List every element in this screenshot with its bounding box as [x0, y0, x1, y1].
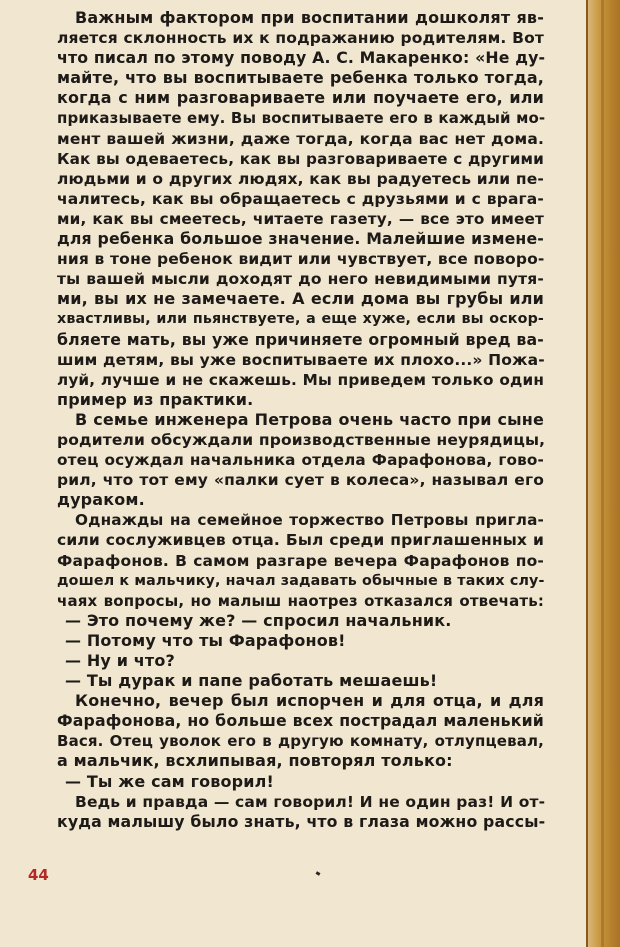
- text-line: — Это почему же? — спросил начальник.: [65, 610, 452, 630]
- text-line: что писал по этому поводу А. С. Макаренко: «Не ду-: [57, 48, 546, 68]
- page-number: 44: [28, 866, 49, 884]
- text-line: куда малышу было знать, что в глаза можно рассы-: [57, 811, 546, 831]
- spine-stripe: [601, 0, 604, 947]
- ink-speck: [316, 871, 321, 876]
- body-text: [57, 8, 544, 832]
- text-line: чаях вопросы, но малыш наотрез отказался отвечать:: [57, 591, 544, 610]
- text-line: дураком.: [57, 490, 145, 510]
- text-line: Конечно, вечер был испорчен и для отца, и для: [75, 691, 544, 711]
- text-line: — Ну и что?: [65, 651, 175, 670]
- text-line: пример из практики.: [57, 389, 254, 409]
- text-line: людьми и о других людях, как вы радуетесь или пе-: [57, 169, 544, 188]
- text-line: Однажды на семейное торжество Петровы пригла-: [75, 511, 544, 530]
- text-line: для ребенка большое значение. Малейшие измене-: [57, 229, 544, 249]
- text-line: хвастливы, или пьянствуете, а еще хуже, если вы оскор-: [57, 311, 544, 328]
- text-line: В семье инженера Петрова очень часто при сыне: [75, 409, 544, 429]
- text-line: ляется склонность их к подражанию родителям. Вот: [57, 29, 544, 48]
- text-line: мент вашей жизни, даже тогда, когда вас нет дома.: [57, 129, 544, 148]
- text-line: приказываете ему. Вы воспитываете его в каждый мо-: [57, 109, 546, 128]
- text-line: Фарафонова, но больше всех пострадал маленький: [57, 711, 544, 731]
- text-line: — Потому что ты Фарафонов!: [65, 630, 346, 650]
- text-line: — Ты дурак и папе работать мешаешь!: [65, 671, 438, 691]
- text-line: бляете мать, вы уже причиняете огромный вред ва-: [57, 329, 544, 349]
- text-line: родители обсуждали производственные неурядицы,: [57, 430, 546, 449]
- text-line: — Ты же сам говорил!: [65, 771, 274, 791]
- text-line: ты вашей мысли доходят до него невидимыми путя-: [57, 270, 544, 289]
- text-line: Как вы одеваетесь, как вы разговариваете с другими: [57, 149, 544, 168]
- text-line: ми, вы их не замечаете. А если дома вы грубы или: [57, 289, 544, 309]
- text-line: сили сослуживцев отца. Был среди приглашенных и: [57, 531, 544, 550]
- text-line: Важным фактором при воспитании дошколят яв-: [75, 8, 544, 27]
- text-line: дошел к мальчику, начал задавать обычные в таких слу-: [57, 572, 545, 589]
- text-line: когда с ним разговариваете или поучаете его, или: [57, 88, 544, 108]
- text-line: майте, что вы воспитываете ребенка только тогда,: [57, 68, 544, 88]
- text-line: Вася. Отец уволок его в другую комнату, отлупцевал,: [57, 732, 544, 751]
- text-line: ми, как вы смеетесь, читаете газету, — все это имеет: [57, 209, 544, 228]
- text-line: шим детям, вы уже воспитываете их плохо...» Пожа-: [57, 350, 545, 369]
- text-line: а мальчик, всхлипывая, повторял только:: [57, 751, 453, 771]
- text-line: Фарафонов. В самом разгаре вечера Фарафонов по-: [57, 551, 544, 570]
- text-line: ния в тоне ребенок видит или чувствует, все поворо-: [57, 250, 545, 269]
- text-line: отец осуждал начальника отдела Фарафонова, гово-: [57, 451, 544, 470]
- text-line: луй, лучше и не скажешь. Мы приведем только один: [57, 370, 544, 389]
- text-line: Ведь и правда — сам говорил! И не один раз! И от-: [75, 792, 546, 811]
- text-line: рил, что тот ему «палки сует в колеса», называл его: [57, 471, 544, 490]
- text-line: чалитесь, как вы обращаетесь с друзьями и с врага-: [57, 189, 544, 208]
